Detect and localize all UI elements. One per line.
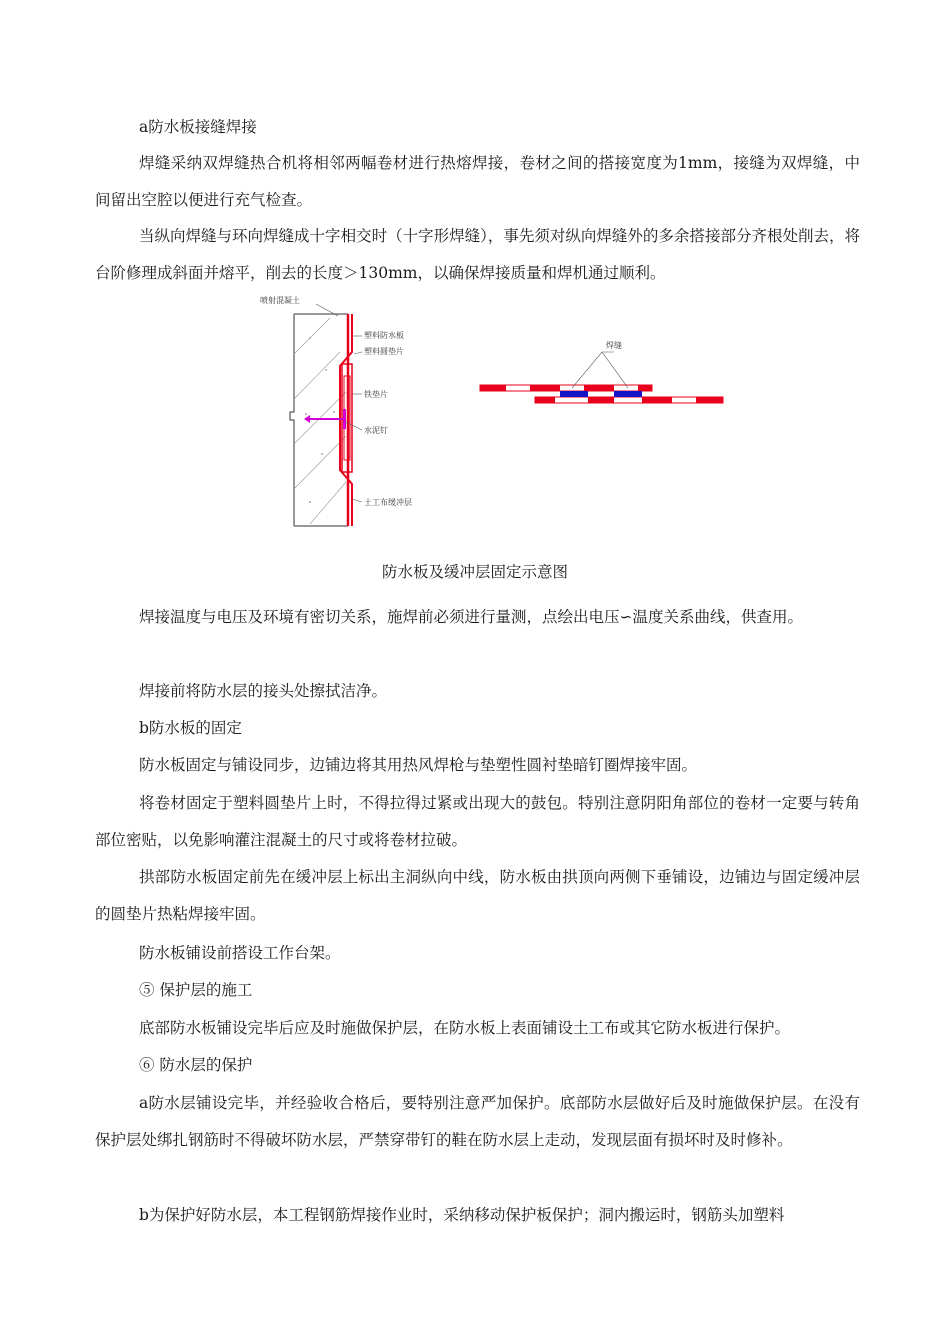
heading-b-fixing: b防水板的固定	[139, 719, 242, 737]
label-cement-nail: 水泥钉	[364, 426, 388, 435]
paragraph: b为保护好防水层，本工程钢筋焊接作业时，采纳移动保护板保护；洞内搬运时，钢筋头加塑料	[139, 1206, 785, 1224]
paragraph: 底部防水板铺设完毕后应及时施做保护层，在防水板上表面铺设土工布或其它防水板进行保护。	[139, 1019, 791, 1037]
heading-layer-protection: ⑥ 防水层的保护	[139, 1056, 253, 1074]
paragraph: a防水层铺设完毕，并经验收合格后，要特别注意严加保护。底部防水层做好后及时施做保护层。在没有保护层处绑扎钢筋时不得破坏防水层，严禁穿带钉的鞋在防水层上走动，发现层面有损坏时及时修补。	[95, 1094, 860, 1149]
weld-lap-schematic	[480, 352, 723, 403]
waterproof-fixing-diagram	[230, 294, 730, 539]
paragraph: 防水板固定与铺设同步，边铺边将其用热风焊枪与垫塑性圆衬垫暗钉圈焊接牢固。	[139, 756, 698, 774]
paragraph: 焊接温度与电压及环境有密切关系，施焊前必须进行量测，点绘出电压∽温度关系曲线，供查用。	[139, 608, 803, 626]
paragraph: 当纵向焊缝与环向焊缝成十字相交时（十字形焊缝），事先须对纵向焊缝外的多余搭接部分齐根处削去，将台阶修理成斜面并熔平，削去的长度＞130mm，以确保焊接质量和焊机通过顺利。	[95, 227, 860, 282]
heading-a-welding: a防水板接缝焊接	[139, 118, 257, 136]
label-geotextile: 土工布缓冲层	[364, 498, 412, 507]
heading-protective-layer: ⑤ 保护层的施工	[139, 981, 253, 999]
paragraph: 防水板铺设前搭设工作台架。	[139, 944, 341, 962]
figure-caption: 防水板及缓冲层固定示意图	[381, 563, 568, 581]
label-iron-washer: 铁垫片	[364, 390, 388, 399]
label-shotcrete: 喷射混凝土	[260, 296, 300, 305]
label-plastic-board: 塑料防水板	[364, 331, 404, 340]
label-plastic-washer: 塑料圆垫片	[364, 347, 404, 356]
paragraph: 将卷材固定于塑料圆垫片上时，不得拉得过紧或出现大的鼓包。特别注意阴阳角部位的卷材一定要与转角部位密贴，以免影响灌注混凝土的尺寸或将卷材拉破。	[95, 794, 860, 849]
paragraph: 焊接前将防水层的接头处擦拭洁净。	[139, 682, 388, 700]
label-weld: 焊缝	[606, 341, 622, 350]
paragraph: 焊缝采纳双焊缝热合机将相邻两幅卷材进行热熔焊接，卷材之间的搭接宽度为1mm，接缝为双焊缝，中间留出空腔以便进行充气检查。	[95, 154, 860, 209]
paragraph: 拱部防水板固定前先在缓冲层上标出主洞纵向中线，防水板由拱顶向两侧下垂铺设，边铺边与固定缓冲层的圆垫片热粘焊接牢固。	[95, 868, 860, 923]
